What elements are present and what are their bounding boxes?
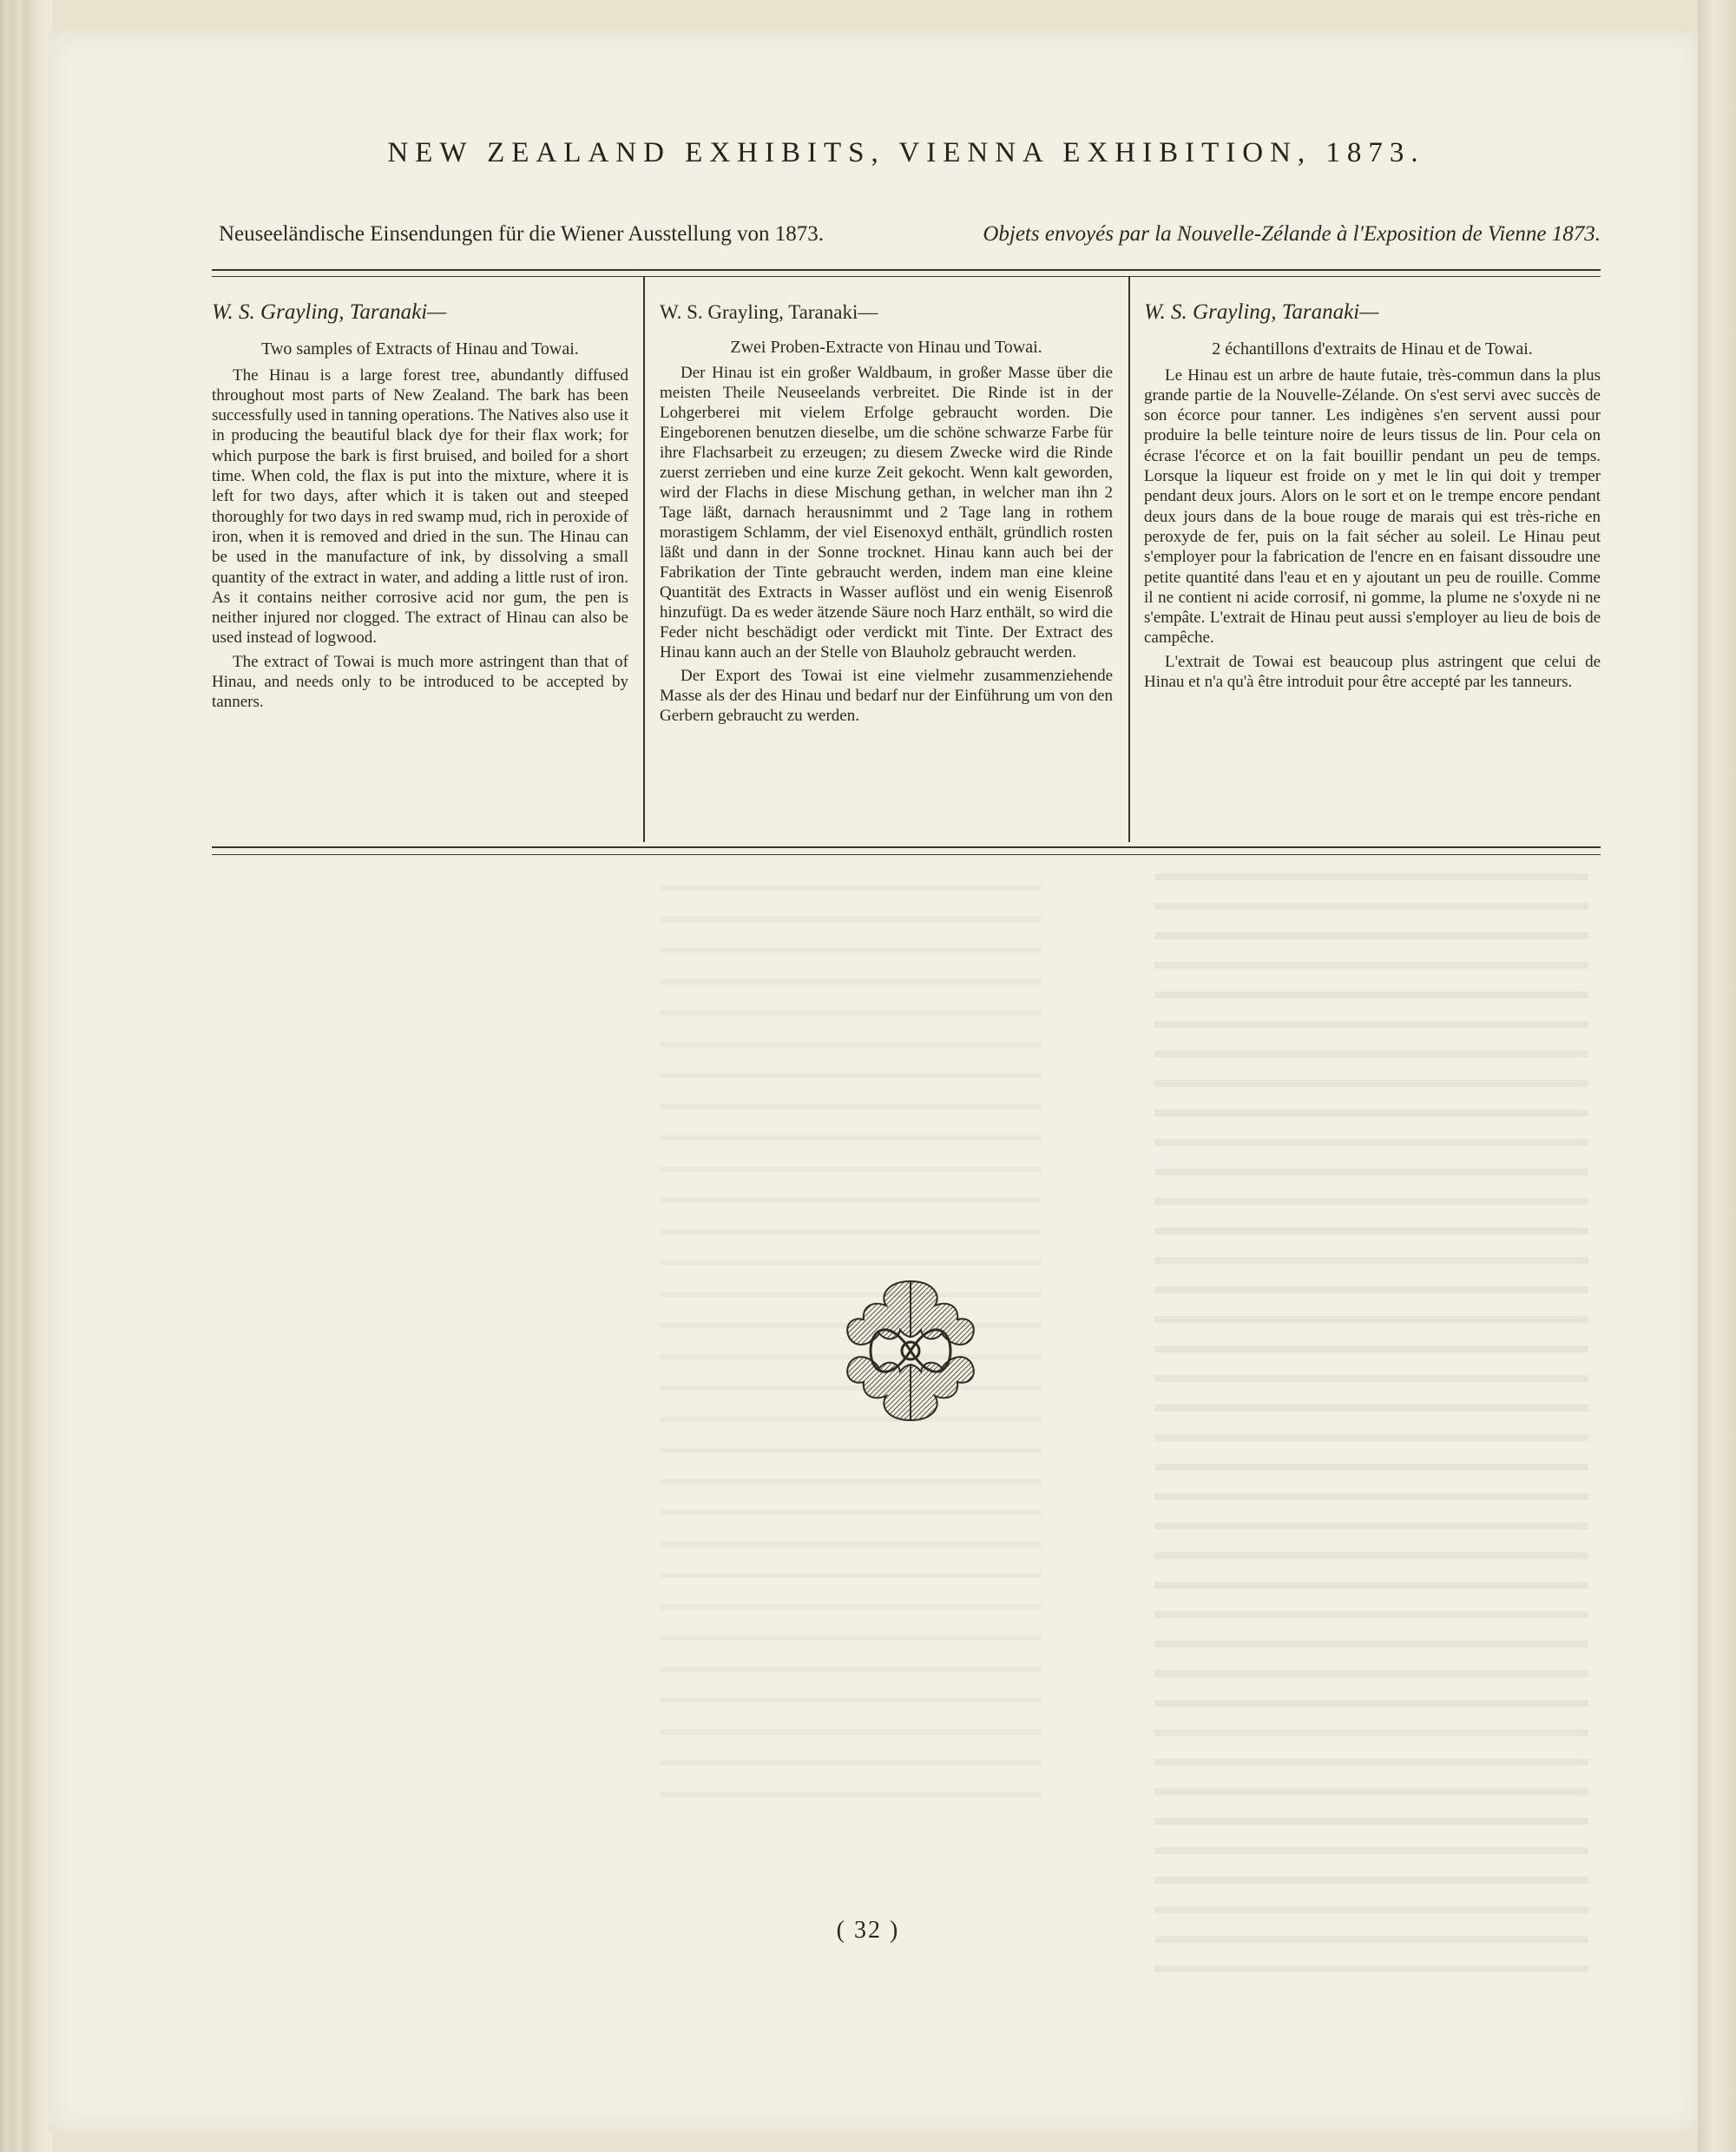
columns-rule-bottom	[212, 854, 1601, 855]
paragraph: L'extrait de Towai est beaucoup plus astringent que celui de Hinau et n'a qu'à être introduit pour être accepté par les tanneurs.	[1144, 652, 1601, 692]
show-through-marks	[1154, 851, 1588, 1979]
column-english	[212, 302, 628, 716]
column-german	[660, 302, 1113, 729]
column-subheading: Zwei Proben-Extracte von Hinau und Towai.	[730, 338, 1042, 357]
column-heading: W. S. Grayling, Taranaki—	[212, 300, 447, 324]
header-rule-bottom	[212, 276, 1601, 277]
paragraph: The Hinau is a large forest tree, abundantly diffused throughout most parts of New Zealand. The bark has been successfully used in tanning operations. The Natives also use it in producing the beautiful black dye for their flax work; for which purpose the bark is first bruised, and boiled for a short time. When cold, the flax is put into the mixture, where it is left for two days, after which it is taken out and steeped thoroughly for two days in red swamp mud, rich in peroxide of iron, when it is removed and dried in the sun. The Hinau can be used in the manufacture of ink, by dissolving a small quantity of the extract in water, and adding a little rust of iron. As it contains neither corrosive acid nor gum, the pen is neither injured nor clogged. The extract of Hinau can also be used instead of logwood.	[212, 365, 628, 648]
paragraph: Der Hinau ist ein großer Waldbaum, in großer Masse über die meisten Theile Neuseelands verbreitet. Die Rinde ist in der Lohgerberei mit vielem Erfolge gebraucht worden. Die Eingeborenen benutzen dieselbe, um die schöne schwarze Farbe für ihre Flachsarbeit zu erzeugen; zu diesem Zwecke wird die Rinde zuerst zerrieben und eine kurze Zeit gekocht. Wenn kalt geworden, wird der Flachs in diese Mischung gethan, in welcher man ihn 2 Tage läßt, darnach herausnimmt und 2 Tage lang in rothem morastigem Schlamm, der viel Eisenoxyd enthält, gründlich rosten läßt und dann in der Sonne trocknet. Hinau kann auch bei der Fabrikation der Tinte gebraucht werden, indem man eine kleine Quantität des Extracts in Wasser auflöst und ein wenig Eisenroß hinzufügt. Da es weder ätzende Säure noch Harz enthält, so wird die Feder nicht beschädigt oder verdickt mit Tinte. Der Extract des Hinau kann auch an der Stelle von Blauholz gebraucht werden.	[660, 364, 1113, 661]
header-rule-top	[212, 269, 1601, 271]
column-french	[1144, 302, 1601, 695]
column-subheading: Two samples of Extracts of Hinau and Towai.	[261, 339, 579, 359]
ornament-icon	[836, 1276, 985, 1425]
paragraph: Der Export des Towai ist eine vielmehr zusammenziehende Masse als der des Hinau und bedarf nur der Einführung um von den Gerbern gebraucht zu werden.	[660, 667, 1113, 725]
book-spine-edge	[0, 0, 52, 2152]
page-right-edge	[1698, 0, 1736, 2152]
column-divider-right	[1128, 276, 1130, 842]
page-number: ( 32 )	[836, 1917, 900, 1944]
paragraph: The extract of Towai is much more astringent than that of Hinau, and needs only to be introduced to be accepted by tanners.	[212, 652, 628, 712]
page-title: NEW ZEALAND EXHIBITS, VIENNA EXHIBITION, 1873.	[387, 137, 1425, 168]
column-subheading: 2 échantillons d'extraits de Hinau et de Towai.	[1212, 339, 1533, 359]
subtitle-french: Objets envoyés par la Nouvelle-Zélande à l'Exposition de Vienne 1873.	[983, 222, 1601, 246]
columns-rule-top	[212, 846, 1601, 848]
column-divider-left	[643, 276, 645, 842]
subtitle-german: Neuseeländische Einsendungen für die Wiener Ausstellung von 1873.	[219, 222, 824, 246]
paragraph: Le Hinau est un arbre de haute futaie, très-commun dans la plus grande partie de la Nouvelle-Zélande. On s'est servi avec succès de son écorce pour tanner. Les indigènes s'en servent aussi pour produire la belle teinture noire de leurs tissus de lin. Pour cela on écrase l'écorce et on la fait bouillir pendant un peu de temps. Lorsque la liqueur est froide on y met le lin qui doit y tremper pendant deux jours. Alors on le sort et on le trempe encore pendant deux jours dans de la boue rouge de marais qui est très-riche en peroxyde de fer, puis on la fait sécher au soleil. Le Hinau peut s'employer pour la fabrication de l'encre en en faisant dissoudre une petite quantité dans l'eau et en y ajoutant un peu de rouille. Comme il ne contient ni acide corrosif, ni gomme, la plume ne s'oxyde ni ne s'empâte. L'extrait de Hinau peut aussi s'employer au lieu de bois de campêche.	[1144, 365, 1601, 648]
column-heading: W. S. Grayling, Taranaki—	[1144, 300, 1379, 324]
column-heading: W. S. Grayling, Taranaki—	[660, 301, 878, 323]
